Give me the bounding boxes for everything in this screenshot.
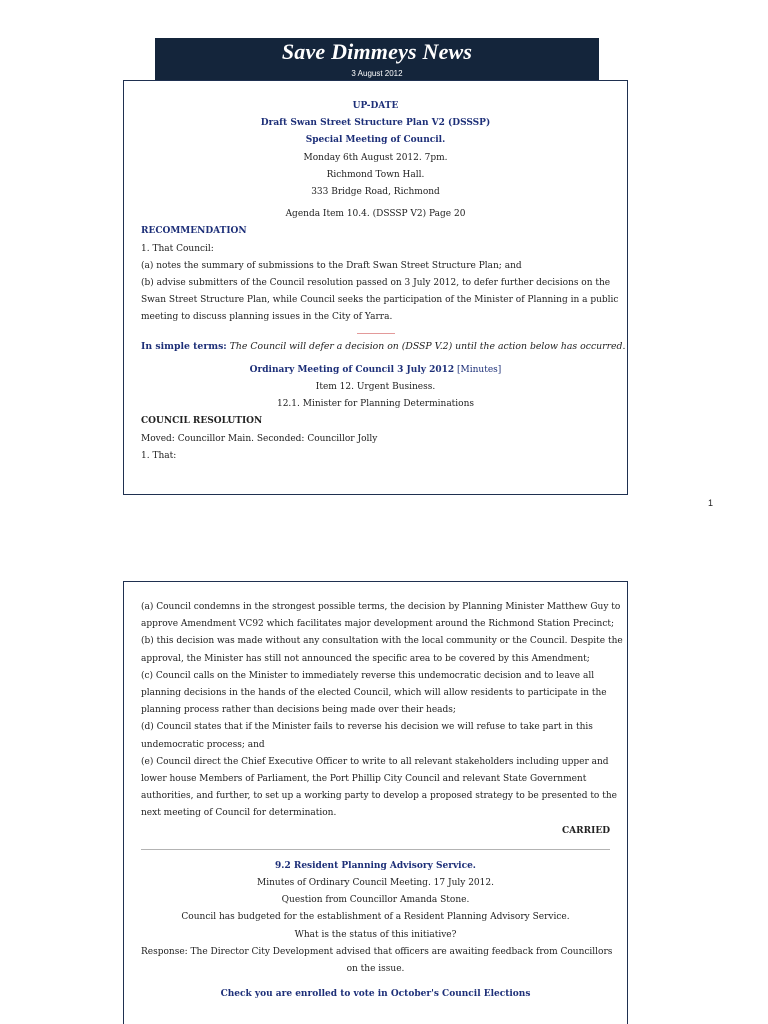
service-line: Minutes of Ordinary Council Meeting. 17 July 2012. (257, 878, 494, 889)
newsletter-date: 3 August 2012 (351, 69, 403, 78)
special-meeting-heading: Special Meeting of Council. (305, 135, 446, 146)
meeting-venue: Richmond Town Hall. (326, 169, 425, 180)
recommendation-line: (a) notes the summary of submissions to the Draft Swan Street Structure Plan; and (141, 260, 522, 271)
council-resolution-heading: COUNCIL RESOLUTION (141, 416, 263, 427)
service-line: Council has budgeted for the establishment of a Resident Planning Advisory Service. (181, 912, 570, 923)
simple-terms-note (141, 338, 626, 355)
simple-terms-label: In simple terms: (141, 340, 227, 352)
resolution-line: (e) Council direct the Chief Executive Officer to write to all relevant stakeholders including upper and (141, 756, 609, 767)
resolution-line: (a) Council condemns in the strongest possible terms, the decision by Planning Minister Matthew Guy to (141, 602, 621, 612)
resolution-line: (d) Council states that if the Minister fails to reverse his decision we will refuse to take part in this (141, 722, 593, 733)
simple-terms-period: . (622, 340, 626, 352)
service-line: What is the status of this initiative? (294, 929, 457, 940)
update-heading: UP-DATE (352, 101, 399, 111)
resolution-line: planning process rather than decisions being made over their heads; (141, 705, 456, 716)
service-line: Question from Councillor Amanda Stone. (281, 895, 470, 906)
agenda-item: Agenda Item 10.4. (DSSSP V2) Page 20 (285, 209, 466, 220)
item-12-1: 12.1. Minister for Planning Determinations (276, 399, 475, 410)
page-2-content-box (123, 581, 628, 1024)
service-line: on the issue. (346, 964, 405, 975)
enrol-notice: Check you are enrolled to vote in October's Council Elections (220, 989, 531, 1000)
resolution-line: (c) Council calls on the Minister to immediately reverse this undemocratic decision and to leave all (141, 670, 595, 681)
resolution-line: lower house Members of Parliament, the Port Phillip City Council and relevant State Government (141, 774, 587, 785)
page-1-content-box (123, 80, 628, 495)
recommendation-heading: RECOMMENDATION (141, 226, 247, 237)
resolution-that: 1. That: (141, 450, 177, 461)
minutes-link[interactable]: [Minutes] (457, 364, 502, 375)
recommendation-line: (b) advise submitters of the Council resolution passed on 3 July 2012, to defer further decisions on the (141, 278, 611, 289)
recommendation-line: meeting to discuss planning issues in the City of Yarra. (141, 312, 393, 323)
newsletter-banner (155, 38, 599, 82)
resolution-line: undemocratic process; and (141, 739, 265, 750)
item-12: Item 12. Urgent Business. (315, 382, 436, 393)
resolution-line: planning decisions in the hands of the elected Council, which will allow residents to participate in the (141, 688, 607, 699)
resolution-line: (b) this decision was made without any consultation with the local community or the Council. Despite the (141, 636, 623, 647)
resolution-line: next meeting of Council for determination. (141, 808, 337, 819)
resolution-line: approval, the Minister has still not announced the specific area to be covered by this Amendment; (141, 653, 590, 664)
section-title: 9.2 Resident Planning Advisory Service. (275, 860, 476, 871)
moved-seconded: Moved: Councillor Main. Seconded: Councillor Jolly (141, 433, 378, 444)
resolution-line: approve Amendment VC92 which facilitates major development around the Richmond Station Precinct; (141, 619, 615, 630)
service-line: Response: The Director City Development advised that officers are awaiting feedback from Councillors (141, 946, 613, 957)
plan-title: Draft Swan Street Structure Plan V2 (DSSSP) (260, 118, 491, 129)
ordinary-meeting-title: Ordinary Meeting of Council 3 July 2012 (249, 364, 455, 375)
red-divider (357, 333, 395, 334)
section-divider (141, 849, 610, 850)
recommendation-line: Swan Street Structure Plan, while Council seeks the participation of the Minister of Planning in a public (141, 295, 619, 306)
meeting-date: Monday 6th August 2012. 7pm. (303, 152, 448, 163)
carried-label: CARRIED (562, 825, 610, 836)
simple-terms-text: The Council will defer a decision on (DSSP V.2) until the action below has occurred (229, 340, 623, 352)
ordinary-meeting-heading (141, 362, 610, 379)
meeting-address: 333 Bridge Road, Richmond (311, 187, 440, 198)
page-number: 1 (708, 498, 714, 508)
newsletter-title: Save Dimmeys News (281, 39, 473, 64)
recommendation-line: 1. That Council: (141, 243, 214, 254)
resolution-line: authorities, and further, to set up a working party to develop a proposed strategy to be presented to the (141, 791, 617, 802)
